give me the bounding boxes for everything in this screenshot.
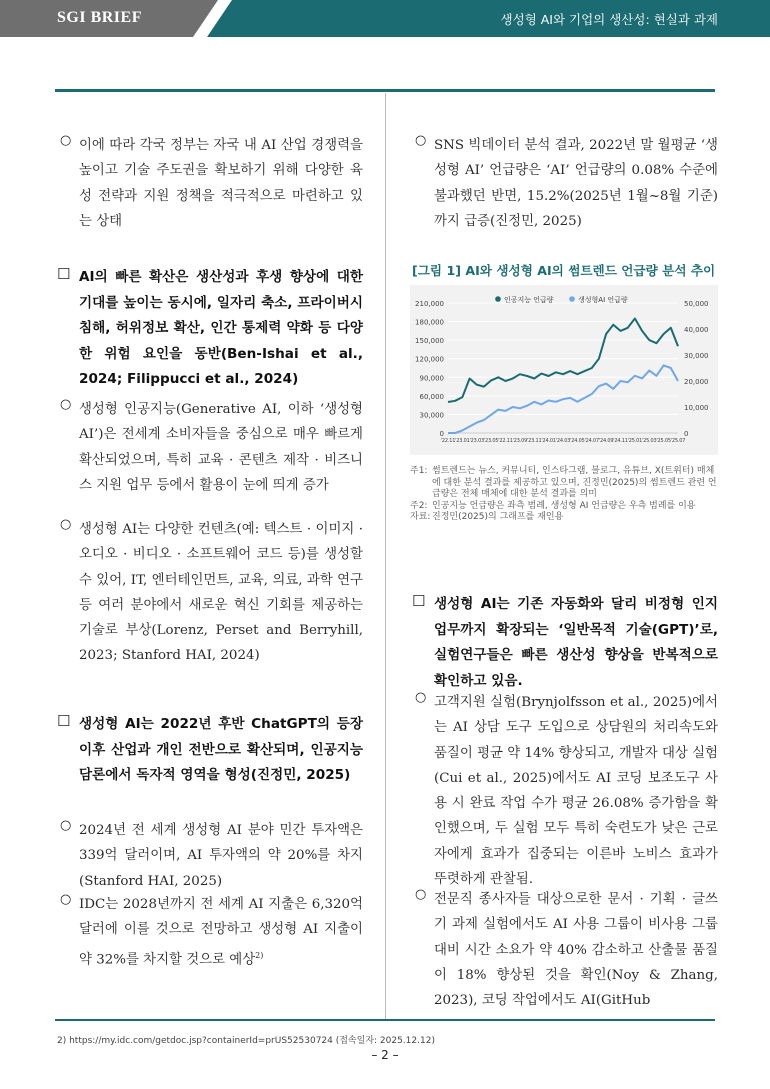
y-left-tick-label: 210,000 xyxy=(415,300,444,308)
circle-bullet-icon: ○ xyxy=(415,133,427,148)
legend-marker xyxy=(569,296,575,302)
x-tick-label: '24.07 xyxy=(584,438,599,444)
list-item xyxy=(57,397,363,498)
header-title: 생성형 AI와 기업의 생산성: 현실과 과제 xyxy=(500,12,718,27)
x-tick-label: '25.07 xyxy=(670,438,686,444)
legend-marker xyxy=(495,296,501,302)
y-left-tick-label: 30,000 xyxy=(419,411,444,420)
list-item xyxy=(57,818,363,894)
figure-notes xyxy=(410,466,718,524)
list-item xyxy=(412,887,718,1013)
note-key: 주1: xyxy=(410,466,428,476)
note-text: 인공지능 언급량은 좌측 범례, 생성형 AI 언급량은 우측 범례를 이용 xyxy=(432,500,696,511)
series-line-genai xyxy=(448,365,678,433)
circle-bullet-icon: ○ xyxy=(415,690,427,705)
y-left-tick-label: 180,000 xyxy=(415,318,444,327)
page-number: – 2 – xyxy=(371,1048,399,1062)
y-right-tick-label: 50,000 xyxy=(684,300,709,308)
note-key: 주2: xyxy=(410,500,428,511)
x-tick-label: '24.09 xyxy=(598,438,614,444)
square-bullet-icon: ☐ xyxy=(412,592,426,610)
list-item xyxy=(57,517,363,669)
y-right-tick-label: 30,000 xyxy=(684,352,709,360)
column-divider xyxy=(385,93,386,1019)
y-left-tick-label: 60,000 xyxy=(419,392,444,401)
x-tick-label: '25.01 xyxy=(627,438,643,444)
list-item xyxy=(412,133,718,234)
y-right-tick-label: 40,000 xyxy=(684,326,709,334)
top-rule xyxy=(55,89,715,92)
note-text: 썸트렌드는 뉴스, 커뮤니티, 인스타그램, 블로그, 유튜브, X(트위터) 매체에 대한 분석 결과를 제공하고 있으며, 진정민(2025)의 썸트렌드 관련 언급량은 전체 매체에 대한 분석 결과를 의미 xyxy=(432,466,717,499)
y-right-tick-label: 20,000 xyxy=(684,378,709,386)
paragraph-text: IDC는 2028년까지 전 세계 AI 지출은 6,320억 달러에 이를 것으로 전망하고 생성형 AI 지출이 약 32%를 차지할 것으로 예상 xyxy=(79,897,363,968)
heading-text: 생성형 AI는 기존 자동화와 달리 비정형 인지 업무까지 확장되는 ‘일반목적 기술(GPT)’로, 실험연구들은 빠른 생산성 향상을 반복적으로 확인하고 있음. xyxy=(434,596,718,689)
x-tick-label: '24.11 xyxy=(613,438,628,444)
figure-title: [그림 1] AI와 생성형 AI의 썸트렌드 언급량 분석 추이 xyxy=(412,263,716,278)
list-item xyxy=(412,690,718,892)
circle-bullet-icon: ○ xyxy=(60,818,72,833)
y-right-tick-label: 10,000 xyxy=(684,404,709,412)
x-tick-label: '23.01 xyxy=(455,438,470,444)
figure-source xyxy=(410,512,718,524)
circle-bullet-icon: ○ xyxy=(60,133,72,148)
note-text: 진정민(2025)의 그래프를 재인용 xyxy=(432,512,564,522)
section-heading xyxy=(57,712,363,789)
circle-bullet-icon: ○ xyxy=(60,517,72,532)
section-heading xyxy=(57,265,363,393)
paragraph: 생성형 AI는 다양한 컨텐츠(예: 텍스트 · 이미지 · 오디오 · 비디오 · 소프트웨어 코드 등)를 생성할 수 있어, IT, 엔터테인먼트, 교육, 의료, 과학 연구 등 여러 분야에서 새로운 혁신 기회를 제공하는 기술로 부상(Lorenz, Perset and Berryhill, 2023; Stanford HAI, 2024) xyxy=(79,522,363,664)
list-item xyxy=(57,892,363,972)
bottom-rule xyxy=(55,1019,715,1021)
note-key: 자료: xyxy=(410,512,431,522)
legend-label: 생성형AI 언급량 xyxy=(578,296,628,304)
circle-bullet-icon: ○ xyxy=(60,397,72,412)
circle-bullet-icon: ○ xyxy=(60,892,72,907)
y-right-tick-label: 0 xyxy=(684,430,689,438)
x-tick-label: '23.03 xyxy=(469,438,484,444)
figure-note xyxy=(410,466,718,501)
footnote: 2) https://my.idc.com/getdoc.jsp?containerId=prUS52530724 (접속일자: 2025.12.12) xyxy=(57,1036,435,1046)
y-left-tick-label: 90,000 xyxy=(419,374,444,383)
x-tick-label: '25.03 xyxy=(642,438,657,444)
paragraph: 이에 따라 각국 정부는 자국 내 AI 산업 경쟁력을 높이고 기술 주도권을 확보하기 위해 다양한 육성 전략과 지원 정책을 적극적으로 마련하고 있는 상태 xyxy=(79,138,363,229)
x-tick-label: '24.05 xyxy=(570,438,585,444)
square-bullet-icon: ☐ xyxy=(57,712,71,730)
line-chart xyxy=(410,285,718,455)
x-tick-label: '22.11 xyxy=(498,438,513,444)
heading-text: 생성형 AI는 2022년 후반 ChatGPT의 등장 이후 산업과 개인 전반으로 확산되며, 인공지능 담론에서 독자적 영역을 형성(진정민, 2025) xyxy=(79,716,363,783)
list-item xyxy=(57,133,363,234)
paragraph xyxy=(79,892,363,972)
x-tick-label: '25.05 xyxy=(656,438,671,444)
figure-note xyxy=(410,501,718,513)
y-left-tick-label: 120,000 xyxy=(415,355,444,364)
brand-logo-text: SGI BRIEF xyxy=(57,9,142,26)
x-tick-label: '23.11 xyxy=(527,438,542,444)
section-heading xyxy=(412,592,718,694)
y-left-tick-label: 0 xyxy=(439,430,444,438)
heading-text: AI의 빠른 확산은 생산성과 후생 향상에 대한 기대를 높이는 동시에, 일자리 축소, 프라이버시 침해, 허위정보 확산, 인간 통제력 약화 등 다양한 위험 요인을 동반(Ben-Ishai et al., 2024; Filippucci et al., 2024) xyxy=(79,269,363,387)
paragraph: SNS 빅데이터 분석 결과, 2022년 말 월평균 ‘생성형 AI’ 언급량은 ‘AI’ 언급량의 0.08% 수준에 불과했던 반면, 15.2%(2025년 1월~8월 기준)까지 급증(진정민, 2025) xyxy=(434,138,718,229)
paragraph: 고객지원 실험(Brynjolfsson et al., 2025)에서는 AI 상담 도구 도입으로 상담원의 처리속도와 품질이 평균 약 14% 향상되고, 개발자 대상 실험(Cui et al., 2025)에서도 AI 코딩 보조도구 사용 시 완료 작업 수가 평균 26.08% 증가함을 확인했으며, 두 실험 모두 특히 숙련도가 낮은 근로자에게 효과가 집중되는 이른바 노비스 효과가 뚜렷하게 관찰됨. xyxy=(434,695,718,888)
y-left-tick-label: 150,000 xyxy=(415,337,444,346)
footnote-ref[interactable]: 2) xyxy=(255,950,264,960)
paragraph: 전문직 종사자들 대상으로한 문서 · 기획 · 글쓰기 과제 실험에서도 AI 사용 그룹이 비사용 그룹 대비 시간 소요가 약 40% 감소하고 산출물 품질이 18% 향상된 것을 확인(Noy & Zhang, 2023), 코딩 작업에서도 AI(GitHub xyxy=(434,892,718,1009)
paragraph: 생성형 인공지능(Generative AI, 이하 ‘생성형 AI’)은 전세계 소비자들을 중심으로 매우 빠르게 확산되었으며, 특히 교육 · 콘텐츠 제작 · 비즈니스 지원 업무 등에서 활용이 눈에 띄게 증가 xyxy=(79,402,363,493)
chart-panel xyxy=(410,285,718,455)
page-header xyxy=(0,0,770,37)
legend-label: 인공지능 언급량 xyxy=(504,296,554,304)
circle-bullet-icon: ○ xyxy=(415,887,427,902)
square-bullet-icon: ☐ xyxy=(57,265,71,283)
series-line-ai xyxy=(448,319,678,403)
x-tick-label: '23.05 xyxy=(483,438,499,444)
x-tick-label: '22.11 xyxy=(440,438,456,444)
x-tick-label: '23.09 xyxy=(512,438,528,444)
x-tick-label: '24.01 xyxy=(541,438,556,444)
x-tick-label: '24.03 xyxy=(555,438,571,444)
paragraph: 2024년 전 세계 생성형 AI 분야 민간 투자액은 339억 달러이며, AI 투자액의 약 20%를 차지(Stanford HAI, 2025) xyxy=(79,823,363,889)
